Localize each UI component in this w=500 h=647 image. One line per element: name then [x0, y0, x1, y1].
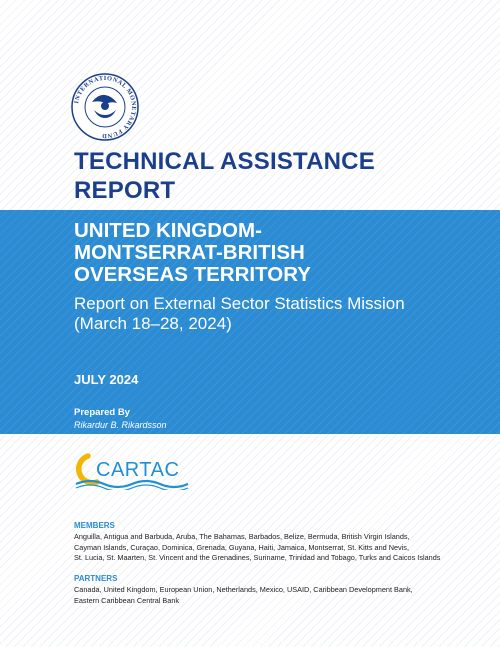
subtitle-line-2: (March 18–28, 2024) — [74, 313, 232, 333]
imf-seal-logo — [70, 72, 140, 142]
partners-list — [74, 585, 479, 606]
title-line-2: REPORT — [74, 177, 176, 204]
seal-text: INTERNATIONAL MONETARY FUND — [73, 74, 138, 140]
partners-line-2: Eastern Caribbean Central Bank — [74, 595, 180, 605]
prepared-by-label: Prepared By — [74, 407, 130, 418]
country-line-3: OVERSEAS TERRITORY — [74, 263, 311, 286]
prepared-by-name: Rikardur B. Rikardsson — [74, 420, 167, 430]
report-title — [74, 147, 474, 205]
subtitle-line-1: Report on External Sector Statistics Mission — [74, 294, 405, 313]
members-list — [74, 532, 479, 564]
members-line-1: Anguilla, Antigua and Barbuda, Aruba, The Bahamas, Barbados, Belize, Bermuda, British Virgin Islands, — [74, 532, 410, 541]
country-name — [74, 220, 484, 286]
title-line-1: TECHNICAL ASSISTANCE — [74, 148, 375, 175]
members-line-2: Cayman Islands, Curaçao, Dominica, Grenada, Guyana, Haiti, Jamaica, Montserrat, St. Kitts and Nevis, — [74, 542, 409, 552]
cartac-logo — [74, 446, 194, 490]
report-date: JULY 2024 — [74, 372, 139, 387]
partners-line-1: Canada, United Kingdom, European Union, Netherlands, Mexico, USAID, Caribbean Development Bank, — [74, 585, 413, 594]
country-line-2: MONTSERRAT-BRITISH — [74, 241, 305, 264]
country-line-1: UNITED KINGDOM- — [74, 219, 262, 242]
cartac-logo-text: CARTAC — [96, 459, 180, 481]
partners-heading: PARTNERS — [74, 574, 118, 583]
members-line-3: St. Lucia, St. Maarten, St. Vincent and the Grenadines, Suriname, Trinidad and Tobago, Turks and Caicos Islands — [74, 553, 441, 562]
members-heading: MEMBERS — [74, 521, 115, 530]
report-subtitle — [74, 294, 484, 333]
